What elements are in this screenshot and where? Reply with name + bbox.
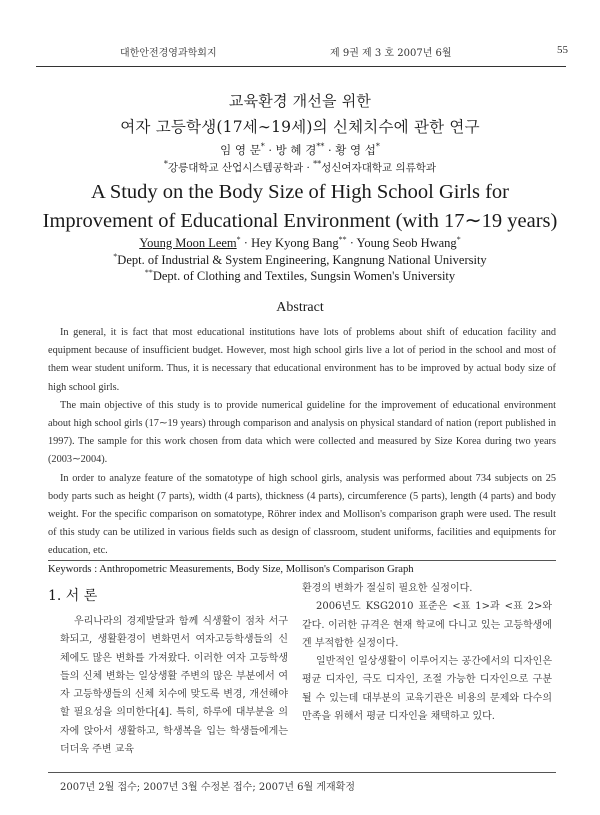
english-affiliation-2-text: Dept. of Clothing and Textiles, Sungsin Women's University [152,269,456,283]
keywords-text: Anthropometric Measurements, Body Size, Mollison's Comparison Graph [99,563,414,575]
korean-author-1-mark: * [260,142,265,152]
journal-name: 대한안전경영과학회지 [120,48,217,59]
english-affiliation-2 [0,269,600,284]
footnote-rule [48,772,556,773]
abstract-paragraph-1: In general, it is fact that most educational institutions have lots of problems about shift of education facility and equipment because of insufficient budget. However, most high school girls live a lot of period in the school and most of them wear student uniform. Thus, it is necessary that educational environment has to be improved by actual body size of high school girls. [48,327,556,393]
korean-author-2-mark: ** [316,142,325,152]
intro-paragraph-2: 2006년도 KSG2010 표준은 <표 1>과 <표 2>와 같다. 이러한 규격은 현재 학교에 다니고 있는 고등학생에겐 부적합한 실정이다. [302,601,552,649]
korean-title-line-2: 여자 고등학생(17세∼19세)의 신체치수에 관한 연구 [120,118,480,136]
korean-title-line-1: 교육환경 개선을 위한 [228,92,372,110]
running-header [34,44,568,60]
korean-affiliations [0,160,600,175]
english-author-1: Young Moon Leem [139,236,237,250]
english-author-3: Young Seob Hwang [356,236,457,250]
english-title-line-1: A Study on the Body Size of High School Girls for [91,181,509,203]
intro-paragraph-1: 우리나라의 경제발달과 함께 식생활이 점차 서구화되고, 생활환경이 변화면서 여자고등학생들의 신체에도 많은 변화를 가져왔다. 이러한 여자 고등학생들의 신체 변화는 일상생활 주변의 많은 부분에서 여자 고등학생들의 신체 치수에 맞도록 변경, 개선해야할 필요성을 의미한다[4]. 특히, 하루에 대부분을 의자에 앉아서 생활하고, 학생복을 입는 학생들에게는 더더욱 주변 교육 [60,616,288,756]
english-title-line-2: Improvement of Educational Environment (with 17∼19 years) [42,210,558,232]
abstract-body [48,324,556,579]
english-authors: Young Moon Leem* · Hey Kyong Bang** · Young Seob Hwang* [139,234,461,250]
body-left-column [60,613,288,759]
korean-affiliation-1-mark: * [163,159,168,169]
intro-paragraph-3: 일반적인 일상생활이 이루어지는 공간에서의 디자인은 평균 디자인, 극도 디자인, 조절 가능한 디자인으로 구분될 수 있는데 대부분의 교육기관은 비용의 문제와 다수의 만족을 위해서 평균 디자인을 채택하고 있다. [302,656,552,723]
korean-affiliation-1: 강릉대학교 산업시스템공학과 · [167,162,314,174]
volume-info: 제 9권 제 3 호 2007년 6월 [330,48,452,59]
keywords-label: Keywords : [48,563,100,575]
body-right-column [302,580,552,726]
english-affiliation-1 [0,253,600,268]
section-1-heading: 1. 서 론 [48,588,98,604]
english-author-2: Hey Kyong Bang [251,236,339,250]
header-rule [36,66,566,67]
korean-author-3: 황 영 섭 [335,143,376,157]
korean-affiliation-2: 성신여자대학교 의류학과 [321,162,437,174]
english-author-3-mark: * [456,234,461,244]
english-author-2-mark: ** [338,234,347,244]
english-affiliation-1-text: Dept. of Industrial & System Engineering, Kangnung National University [117,253,487,267]
intro-continued: 환경의 변화가 절실히 필요한 실정이다. [302,583,473,594]
korean-author-3-mark: * [375,142,380,152]
section-divider [48,560,556,561]
received-dates: 2007년 2월 접수; 2007년 3월 수정본 접수; 2007년 6월 게재확정 [60,782,356,793]
korean-author-1: 임 영 문 [220,143,261,157]
english-affiliation-2-mark: ** [144,267,153,277]
korean-affiliation-2-mark: ** [313,159,322,169]
abstract-paragraph-3: In order to analyze feature of the somatotype of high school girls, analysis was performed about 734 subjects on 25 body parts such as height (7 parts), width (4 parts), thickness (4 parts), circumference (5 parts), length (4 parts) and body weight. For the specific comparison on somatotype, Röhrer index and Mollison's comparison graph were used. The result of this study can be utilized in various fields such as design of classroom, student uniforms, facilities and equipments for education, etc. [48,472,556,557]
keywords-line [48,561,556,579]
english-author-1-mark: * [236,234,241,244]
korean-author-2: 방 혜 경 [275,143,317,157]
page-number: 55 [557,44,568,56]
english-affiliation-1-mark: * [113,251,118,261]
abstract-paragraph-2: The main objective of this study is to provide numerical guideline for the improvement of educational environment about high school girls (17∼19 years) through comparison and analysis on physical standard of nation (report published in 1997). The sample for this work chosen from data which were collected and measured by Size Korea during two years (2003∼2004). [48,399,556,466]
korean-authors: 임 영 문* · 방 혜 경** · 황 영 섭* [220,142,380,157]
abstract-heading: Abstract [276,300,324,315]
